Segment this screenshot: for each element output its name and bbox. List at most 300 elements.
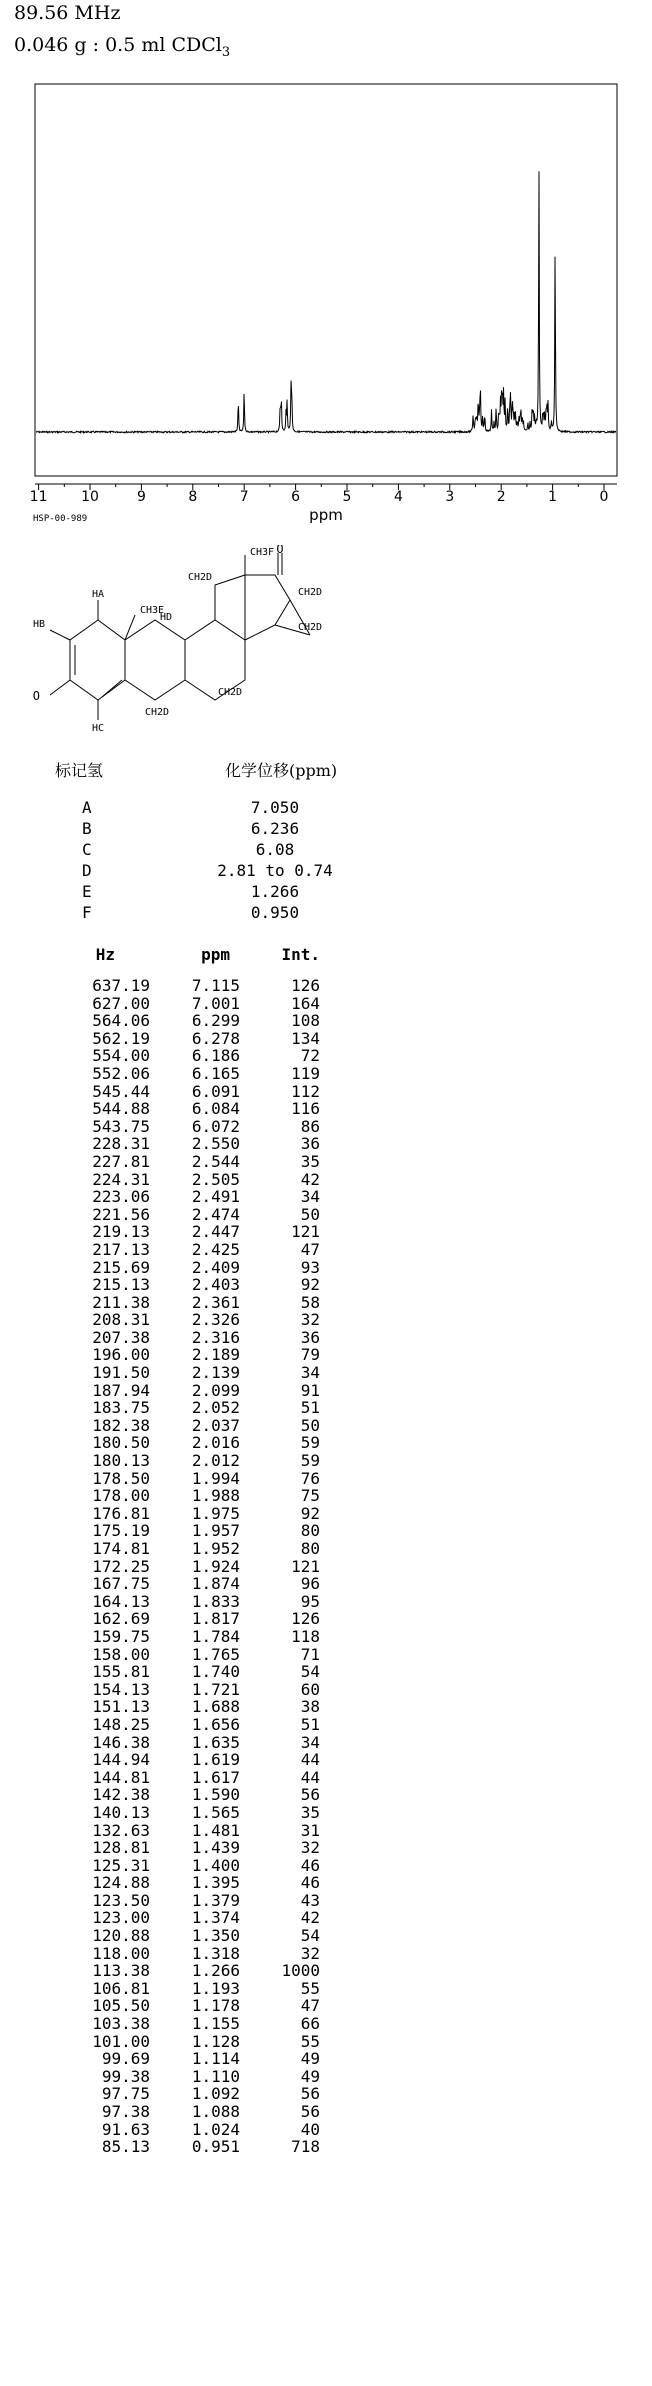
peak-hz: 221.56: [92, 1204, 150, 1224]
table-row: [70, 1663, 360, 1681]
peak-hz: 148.25: [92, 1714, 150, 1734]
peak-ppm: 1.957: [191, 1521, 240, 1541]
peak-ppm: 2.052: [191, 1398, 240, 1418]
peak-int: 32: [300, 1943, 320, 1963]
peak-ppm: 6.165: [191, 1063, 240, 1083]
spectrum-id: HSP-00-989: [33, 514, 88, 524]
peak-ppm: 2.316: [191, 1327, 240, 1347]
assignment-row: [70, 860, 370, 881]
table-row: [70, 1874, 360, 1892]
peak-int: 71: [300, 1644, 320, 1664]
peak-ppm: 1.924: [191, 1556, 240, 1576]
peak-int: 50: [300, 1415, 320, 1435]
table-row: [70, 1118, 360, 1136]
table-row: [70, 2121, 360, 2139]
table-row: [70, 1470, 360, 1488]
table-row: [70, 1646, 360, 1664]
peak-ppm: 2.409: [191, 1257, 240, 1277]
table-row: [70, 1382, 360, 1400]
peak-ppm: 1.193: [191, 1978, 240, 1998]
frequency-label: 89.56 MHz: [14, 2, 121, 24]
peak-ppm: 2.447: [191, 1222, 240, 1242]
peak-hz: 215.13: [92, 1275, 150, 1295]
table-row: [70, 2015, 360, 2033]
peak-ppm: 1.481: [191, 1820, 240, 1840]
peak-hz: 167.75: [92, 1574, 150, 1594]
peak-hz: 103.38: [92, 2014, 150, 2034]
peak-int: 1000: [281, 1961, 320, 1981]
table-row: [70, 1047, 360, 1065]
table-row: [70, 1329, 360, 1347]
tick-label: 7: [239, 489, 249, 505]
peak-hz: 178.50: [92, 1468, 150, 1488]
table-row: [70, 1892, 360, 1910]
peak-int: 54: [300, 1662, 320, 1682]
peak-hz: 162.69: [92, 1609, 150, 1629]
peak-int: 36: [300, 1327, 320, 1347]
label-ch2d-5: CH2D: [145, 707, 170, 718]
peak-hz: 142.38: [92, 1785, 150, 1805]
tick-label: 9: [136, 489, 146, 505]
table-row: [70, 1681, 360, 1699]
table-row: [70, 1522, 360, 1540]
peak-int: 79: [300, 1345, 320, 1365]
table-row: [70, 1839, 360, 1857]
tick-label: 5: [342, 489, 352, 505]
peak-ppm: 1.617: [191, 1767, 240, 1787]
peak-int: 80: [300, 1521, 320, 1541]
peak-hz: 146.38: [92, 1732, 150, 1752]
table-row: [70, 2068, 360, 2086]
table-row: [70, 1610, 360, 1628]
table-row: [70, 1997, 360, 2015]
label-hc: HC: [91, 723, 105, 734]
peak-ppm: 6.278: [191, 1028, 240, 1048]
assignment-label: B: [82, 819, 92, 838]
assignment-row: [70, 797, 370, 818]
tick-label: 6: [291, 489, 301, 505]
peak-int: 56: [300, 2102, 320, 2121]
peak-int: 35: [300, 1802, 320, 1822]
table-row: [70, 2050, 360, 2068]
peak-ppm: 1.088: [191, 2102, 240, 2121]
peak-hz: 99.69: [101, 2049, 150, 2069]
peak-int: 126: [291, 1609, 320, 1629]
peak-ppm: 1.988: [191, 1486, 240, 1506]
peak-ppm: 2.099: [191, 1380, 240, 1400]
table-row: [70, 1276, 360, 1294]
peak-int: 34: [300, 1363, 320, 1383]
peak-int: 51: [300, 1398, 320, 1418]
sample-subscript: 3: [221, 44, 231, 60]
peak-hz: 99.38: [101, 2066, 150, 2086]
table-row: [70, 1540, 360, 1558]
peak-ppm: 6.186: [191, 1046, 240, 1066]
peak-int: 49: [300, 2049, 320, 2069]
peak-int: 34: [300, 1732, 320, 1752]
table-row: [70, 1311, 360, 1329]
table-row: [70, 1346, 360, 1364]
table-row: [70, 1030, 360, 1048]
peak-ppm: 2.505: [191, 1169, 240, 1189]
table-row: [70, 977, 360, 995]
peak-int: 76: [300, 1468, 320, 1488]
label-ch3f: CH3F: [250, 547, 275, 558]
peak-int: 59: [300, 1451, 320, 1471]
assignment-shift: 1.266: [250, 882, 300, 901]
peak-hz: 128.81: [92, 1838, 150, 1858]
tick-label: 4: [393, 489, 403, 505]
assignment-label: C: [82, 840, 92, 859]
peak-int: 55: [300, 2031, 320, 2051]
peak-hz: 158.00: [92, 1644, 150, 1664]
peak-int: 96: [300, 1574, 320, 1594]
peak-hz: 544.88: [92, 1099, 150, 1119]
table-row: [70, 1857, 360, 1875]
tick-label: 1: [548, 489, 558, 505]
sample-label: [14, 34, 230, 60]
table-row: [70, 1487, 360, 1505]
assignment-header-label: 标记氢: [55, 761, 104, 780]
table-row: [70, 1171, 360, 1189]
peak-hz: 120.88: [92, 1926, 150, 1946]
label-ch2d-4: CH2D: [218, 687, 243, 698]
peak-int: 58: [300, 1292, 320, 1312]
peak-int: 66: [300, 2014, 320, 2034]
header-int: Int.: [281, 945, 320, 964]
assignment-label: A: [82, 798, 92, 817]
molecule-structure: [0, 545, 360, 745]
peak-ppm: 1.994: [191, 1468, 240, 1488]
peak-ppm: 2.361: [191, 1292, 240, 1312]
tick-label: 11: [29, 489, 48, 505]
assignment-header-shift: 化学位移(ppm): [225, 761, 338, 780]
peak-int: 56: [300, 2084, 320, 2104]
peak-int: 46: [300, 1873, 320, 1893]
peak-int: 32: [300, 1838, 320, 1858]
peak-hz: 175.19: [92, 1521, 150, 1541]
peak-hz: 101.00: [92, 2031, 150, 2051]
label-ch3e: CH3E: [140, 605, 165, 616]
sample-main: 0.046 g : 0.5 ml CDCl: [14, 34, 222, 56]
assignment-label: E: [82, 882, 92, 901]
assignment-shift: 7.050: [250, 798, 300, 817]
peak-hz: 178.00: [92, 1486, 150, 1506]
peak-ppm: 2.544: [191, 1151, 240, 1171]
peak-hz: 106.81: [92, 1978, 150, 1998]
peak-int: 46: [300, 1855, 320, 1875]
peak-ppm: 2.474: [191, 1204, 240, 1224]
peak-int: 51: [300, 1714, 320, 1734]
header-hz: Hz: [95, 945, 115, 964]
table-row: [70, 1241, 360, 1259]
assignment-label: D: [82, 861, 92, 880]
peak-hz: 85.13: [101, 2137, 150, 2157]
peak-int: 164: [291, 993, 320, 1013]
peak-ppm: 1.128: [191, 2031, 240, 2051]
peak-ppm: 2.012: [191, 1451, 240, 1471]
peak-int: 47: [300, 1239, 320, 1259]
peak-hz: 97.38: [101, 2102, 150, 2121]
peak-hz: 637.19: [92, 976, 150, 995]
peak-ppm: 2.189: [191, 1345, 240, 1365]
peak-int: 718: [291, 2137, 320, 2157]
peak-int: 80: [300, 1539, 320, 1558]
table-row: [70, 1593, 360, 1611]
peak-int: 121: [291, 1222, 320, 1242]
peak-hz: 554.00: [92, 1046, 150, 1066]
assignment-row: [70, 881, 370, 902]
label-ch2d-1: CH2D: [188, 572, 213, 583]
spectrum-trace: [36, 171, 616, 432]
peak-hz: 180.13: [92, 1451, 150, 1471]
table-row: [70, 1153, 360, 1171]
header-ppm: ppm: [201, 945, 230, 964]
peak-int: 118: [291, 1626, 320, 1646]
peak-hz: 545.44: [92, 1081, 150, 1101]
label-ch2d-2: CH2D: [298, 587, 323, 598]
label-hb: HB: [32, 619, 45, 630]
peak-hz: 113.38: [92, 1961, 150, 1981]
peak-hz: 219.13: [92, 1222, 150, 1242]
peak-int: 36: [300, 1134, 320, 1154]
table-row: [70, 1786, 360, 1804]
peak-hz: 123.50: [92, 1890, 150, 1910]
peak-ppm: 1.110: [191, 2066, 240, 2086]
peak-ppm: 1.635: [191, 1732, 240, 1752]
label-oxygen-2: O: [276, 545, 284, 556]
peak-table: [70, 945, 360, 2156]
peak-int: 119: [291, 1063, 320, 1083]
table-row: [70, 1223, 360, 1241]
peak-int: 116: [291, 1099, 320, 1119]
peak-int: 92: [300, 1275, 320, 1295]
peak-hz: 217.13: [92, 1239, 150, 1259]
peak-hz: 215.69: [92, 1257, 150, 1277]
peak-hz: 151.13: [92, 1697, 150, 1717]
peak-int: 86: [300, 1116, 320, 1136]
peak-ppm: 1.874: [191, 1574, 240, 1594]
table-row: [70, 1927, 360, 1945]
peak-int: 34: [300, 1187, 320, 1207]
peak-ppm: 1.266: [191, 1961, 240, 1981]
peak-ppm: 2.016: [191, 1433, 240, 1453]
tick-label: 0: [599, 489, 609, 505]
peak-int: 108: [291, 1011, 320, 1031]
tick-label: 2: [496, 489, 506, 505]
peak-int: 32: [300, 1310, 320, 1330]
peak-ppm: 2.326: [191, 1310, 240, 1330]
table-row: [70, 1083, 360, 1101]
peak-hz: 155.81: [92, 1662, 150, 1682]
table-row: [70, 1558, 360, 1576]
peak-hz: 543.75: [92, 1116, 150, 1136]
nmr-spectrum: [0, 70, 652, 540]
peak-hz: 97.75: [101, 2084, 150, 2104]
assignment-shift: 2.81 to 0.74: [217, 861, 333, 880]
peak-hz: 140.13: [92, 1802, 150, 1822]
peak-ppm: 1.833: [191, 1591, 240, 1611]
peak-hz: 208.31: [92, 1310, 150, 1330]
table-row: [70, 995, 360, 1013]
peak-ppm: 1.765: [191, 1644, 240, 1664]
peak-int: 44: [300, 1750, 320, 1770]
peak-int: 126: [291, 976, 320, 995]
peak-int: 50: [300, 1204, 320, 1224]
bonds: [50, 553, 310, 720]
peak-hz: 627.00: [92, 993, 150, 1013]
peak-int: 59: [300, 1433, 320, 1453]
table-row: [70, 1417, 360, 1435]
peak-ppm: 1.975: [191, 1503, 240, 1523]
tick-label: 10: [81, 489, 99, 505]
table-row: [70, 1135, 360, 1153]
peak-ppm: 6.072: [191, 1116, 240, 1136]
table-row: [70, 2085, 360, 2103]
peak-hz: 211.38: [92, 1292, 150, 1312]
assignment-row: [70, 818, 370, 839]
peak-ppm: 2.550: [191, 1134, 240, 1154]
peak-ppm: 6.084: [191, 1099, 240, 1119]
peak-int: 121: [291, 1556, 320, 1576]
peak-ppm: 1.114: [191, 2049, 240, 2069]
peak-int: 40: [300, 2119, 320, 2139]
peak-int: 42: [300, 1908, 320, 1928]
table-row: [70, 1751, 360, 1769]
peak-hz: 174.81: [92, 1539, 150, 1558]
peak-ppm: 1.784: [191, 1626, 240, 1646]
peak-int: 95: [300, 1591, 320, 1611]
peak-hz: 182.38: [92, 1415, 150, 1435]
assignment-shift: 6.08: [255, 840, 295, 859]
peak-int: 134: [291, 1028, 320, 1048]
peak-hz: 105.50: [92, 1996, 150, 2016]
label-oxygen-1: O: [32, 689, 40, 703]
table-row: [70, 1065, 360, 1083]
table-row: [70, 1734, 360, 1752]
table-row: [70, 1294, 360, 1312]
table-row: [70, 1100, 360, 1118]
peak-ppm: 2.403: [191, 1275, 240, 1295]
peak-ppm: 6.091: [191, 1081, 240, 1101]
peak-ppm: 7.115: [191, 976, 240, 995]
peak-int: 56: [300, 1785, 320, 1805]
table-row: [70, 1452, 360, 1470]
peak-hz: 118.00: [92, 1943, 150, 1963]
peak-hz: 196.00: [92, 1345, 150, 1365]
table-row: [70, 1434, 360, 1452]
table-row: [70, 1822, 360, 1840]
peak-hz: 552.06: [92, 1063, 150, 1083]
peak-int: 60: [300, 1679, 320, 1699]
peak-ppm: 1.656: [191, 1714, 240, 1734]
tick-label: 8: [188, 489, 198, 505]
peak-rows: [70, 977, 360, 2156]
peak-ppm: 2.037: [191, 1415, 240, 1435]
table-row: [70, 1962, 360, 1980]
peak-hz: 123.00: [92, 1908, 150, 1928]
peak-ppm: 1.374: [191, 1908, 240, 1928]
peak-ppm: 1.178: [191, 1996, 240, 2016]
table-row: [70, 1804, 360, 1822]
label-ch2d-3: CH2D: [298, 622, 323, 633]
peak-table-header: [70, 945, 360, 969]
table-row: [70, 2033, 360, 2051]
table-row: [70, 1716, 360, 1734]
peak-ppm: 1.395: [191, 1873, 240, 1893]
peak-hz: 180.50: [92, 1433, 150, 1453]
table-row: [70, 2138, 360, 2156]
peak-ppm: 2.491: [191, 1187, 240, 1207]
peak-int: 43: [300, 1890, 320, 1910]
peak-ppm: 1.400: [191, 1855, 240, 1875]
table-row: [70, 1698, 360, 1716]
peak-ppm: 1.024: [191, 2119, 240, 2139]
assignment-shift: 6.236: [250, 819, 300, 838]
assignment-row: [70, 839, 370, 860]
peak-hz: 154.13: [92, 1679, 150, 1699]
assignment-table: [70, 797, 370, 923]
peak-hz: 144.81: [92, 1767, 150, 1787]
peak-ppm: 1.688: [191, 1697, 240, 1717]
peak-hz: 125.31: [92, 1855, 150, 1875]
peak-hz: 159.75: [92, 1626, 150, 1646]
table-row: [70, 1575, 360, 1593]
peak-ppm: 2.425: [191, 1239, 240, 1259]
peak-ppm: 1.619: [191, 1750, 240, 1770]
peak-ppm: 7.001: [191, 993, 240, 1013]
peak-ppm: 1.590: [191, 1785, 240, 1805]
peak-hz: 144.94: [92, 1750, 150, 1770]
peak-int: 93: [300, 1257, 320, 1277]
peak-int: 75: [300, 1486, 320, 1506]
assignment-label: F: [82, 903, 92, 922]
peak-hz: 562.19: [92, 1028, 150, 1048]
peak-int: 54: [300, 1926, 320, 1946]
peak-hz: 132.63: [92, 1820, 150, 1840]
peak-ppm: 1.721: [191, 1679, 240, 1699]
peak-ppm: 1.439: [191, 1838, 240, 1858]
peak-ppm: 1.155: [191, 2014, 240, 2034]
peak-int: 55: [300, 1978, 320, 1998]
assignment-row: [70, 902, 370, 923]
peak-int: 91: [300, 1380, 320, 1400]
peak-int: 31: [300, 1820, 320, 1840]
peak-ppm: 1.379: [191, 1890, 240, 1910]
peak-ppm: 0.951: [191, 2137, 240, 2157]
peak-ppm: 1.092: [191, 2084, 240, 2104]
table-row: [70, 1769, 360, 1787]
peak-hz: 124.88: [92, 1873, 150, 1893]
table-row: [70, 1259, 360, 1277]
peak-hz: 207.38: [92, 1327, 150, 1347]
peak-hz: 223.06: [92, 1187, 150, 1207]
peak-int: 72: [300, 1046, 320, 1066]
peak-hz: 176.81: [92, 1503, 150, 1523]
peak-ppm: 1.817: [191, 1609, 240, 1629]
table-row: [70, 1364, 360, 1382]
peak-int: 112: [291, 1081, 320, 1101]
table-row: [70, 1980, 360, 1998]
peak-int: 35: [300, 1151, 320, 1171]
peak-int: 42: [300, 1169, 320, 1189]
peak-ppm: 1.740: [191, 1662, 240, 1682]
peak-ppm: 1.350: [191, 1926, 240, 1946]
peak-hz: 164.13: [92, 1591, 150, 1611]
peak-hz: 227.81: [92, 1151, 150, 1171]
table-row: [70, 1505, 360, 1523]
spectrum-frame: [35, 84, 617, 476]
